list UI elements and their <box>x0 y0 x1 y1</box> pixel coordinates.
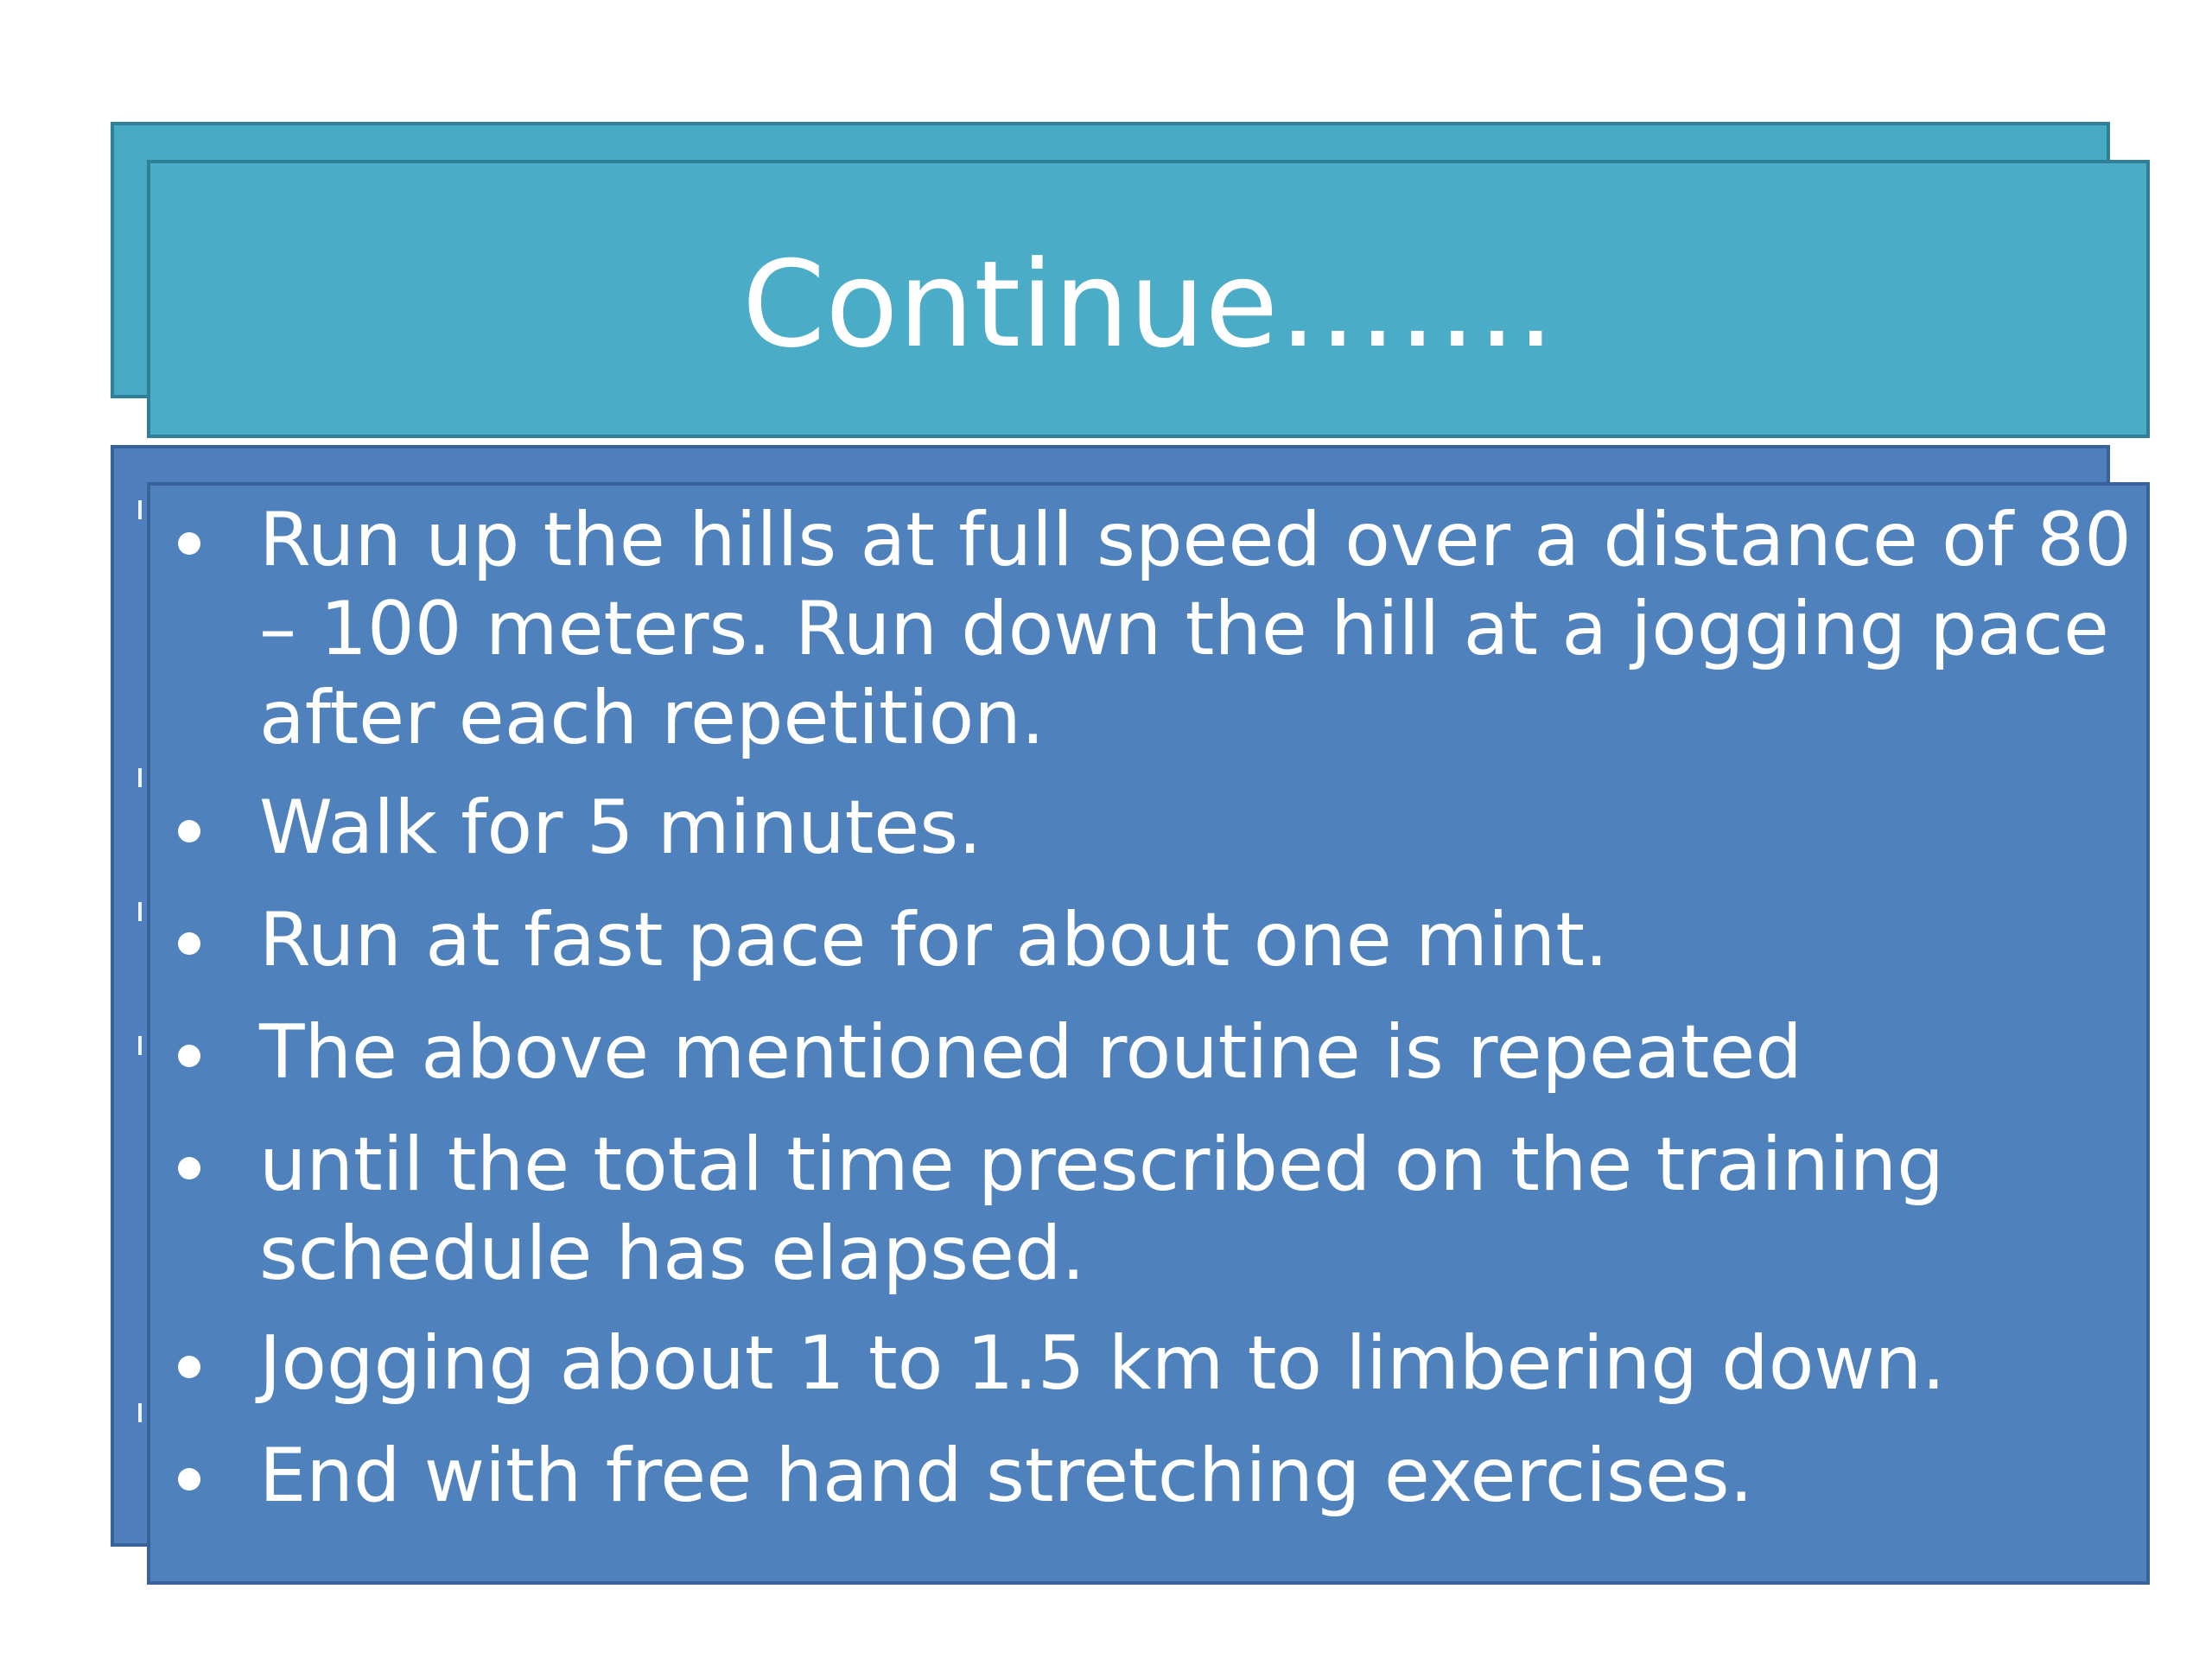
slide-title: Continue……. <box>741 235 1555 374</box>
bullet-dot-icon <box>178 1468 200 1491</box>
bullet-dot-icon <box>178 932 200 955</box>
bullet-line: End with free hand stretching exercises. <box>259 1433 1753 1519</box>
bullet-dot-icon <box>178 1045 200 1067</box>
bullet-line: Walk for 5 minutes. <box>259 785 982 871</box>
bullet-line: schedule has elapsed. <box>259 1211 1085 1297</box>
bullet-line: Jogging about 1 to 1.5 km to limbering down. <box>259 1320 1946 1407</box>
content-box <box>147 482 2150 1585</box>
bullet-line: until the total time prescribed on the training <box>259 1122 1944 1208</box>
bullet-dot-icon <box>178 820 200 842</box>
bullet-line: after each repetition. <box>259 675 1046 761</box>
bullet-line: Run at fast pace for about one mint. <box>259 897 1609 983</box>
bullet-line: – 100 meters. Run down the hill at a jogging pace <box>259 586 2109 672</box>
bullet-dot-icon <box>178 532 200 555</box>
bullet-dot-icon <box>178 1157 200 1179</box>
title-box <box>147 160 2150 438</box>
bullet-line: Run up the hills at full speed over a distance of 80 <box>259 497 2132 583</box>
bullet-line: The above mentioned routine is repeated <box>259 1009 1802 1096</box>
bullet-dot-icon <box>178 1356 200 1378</box>
